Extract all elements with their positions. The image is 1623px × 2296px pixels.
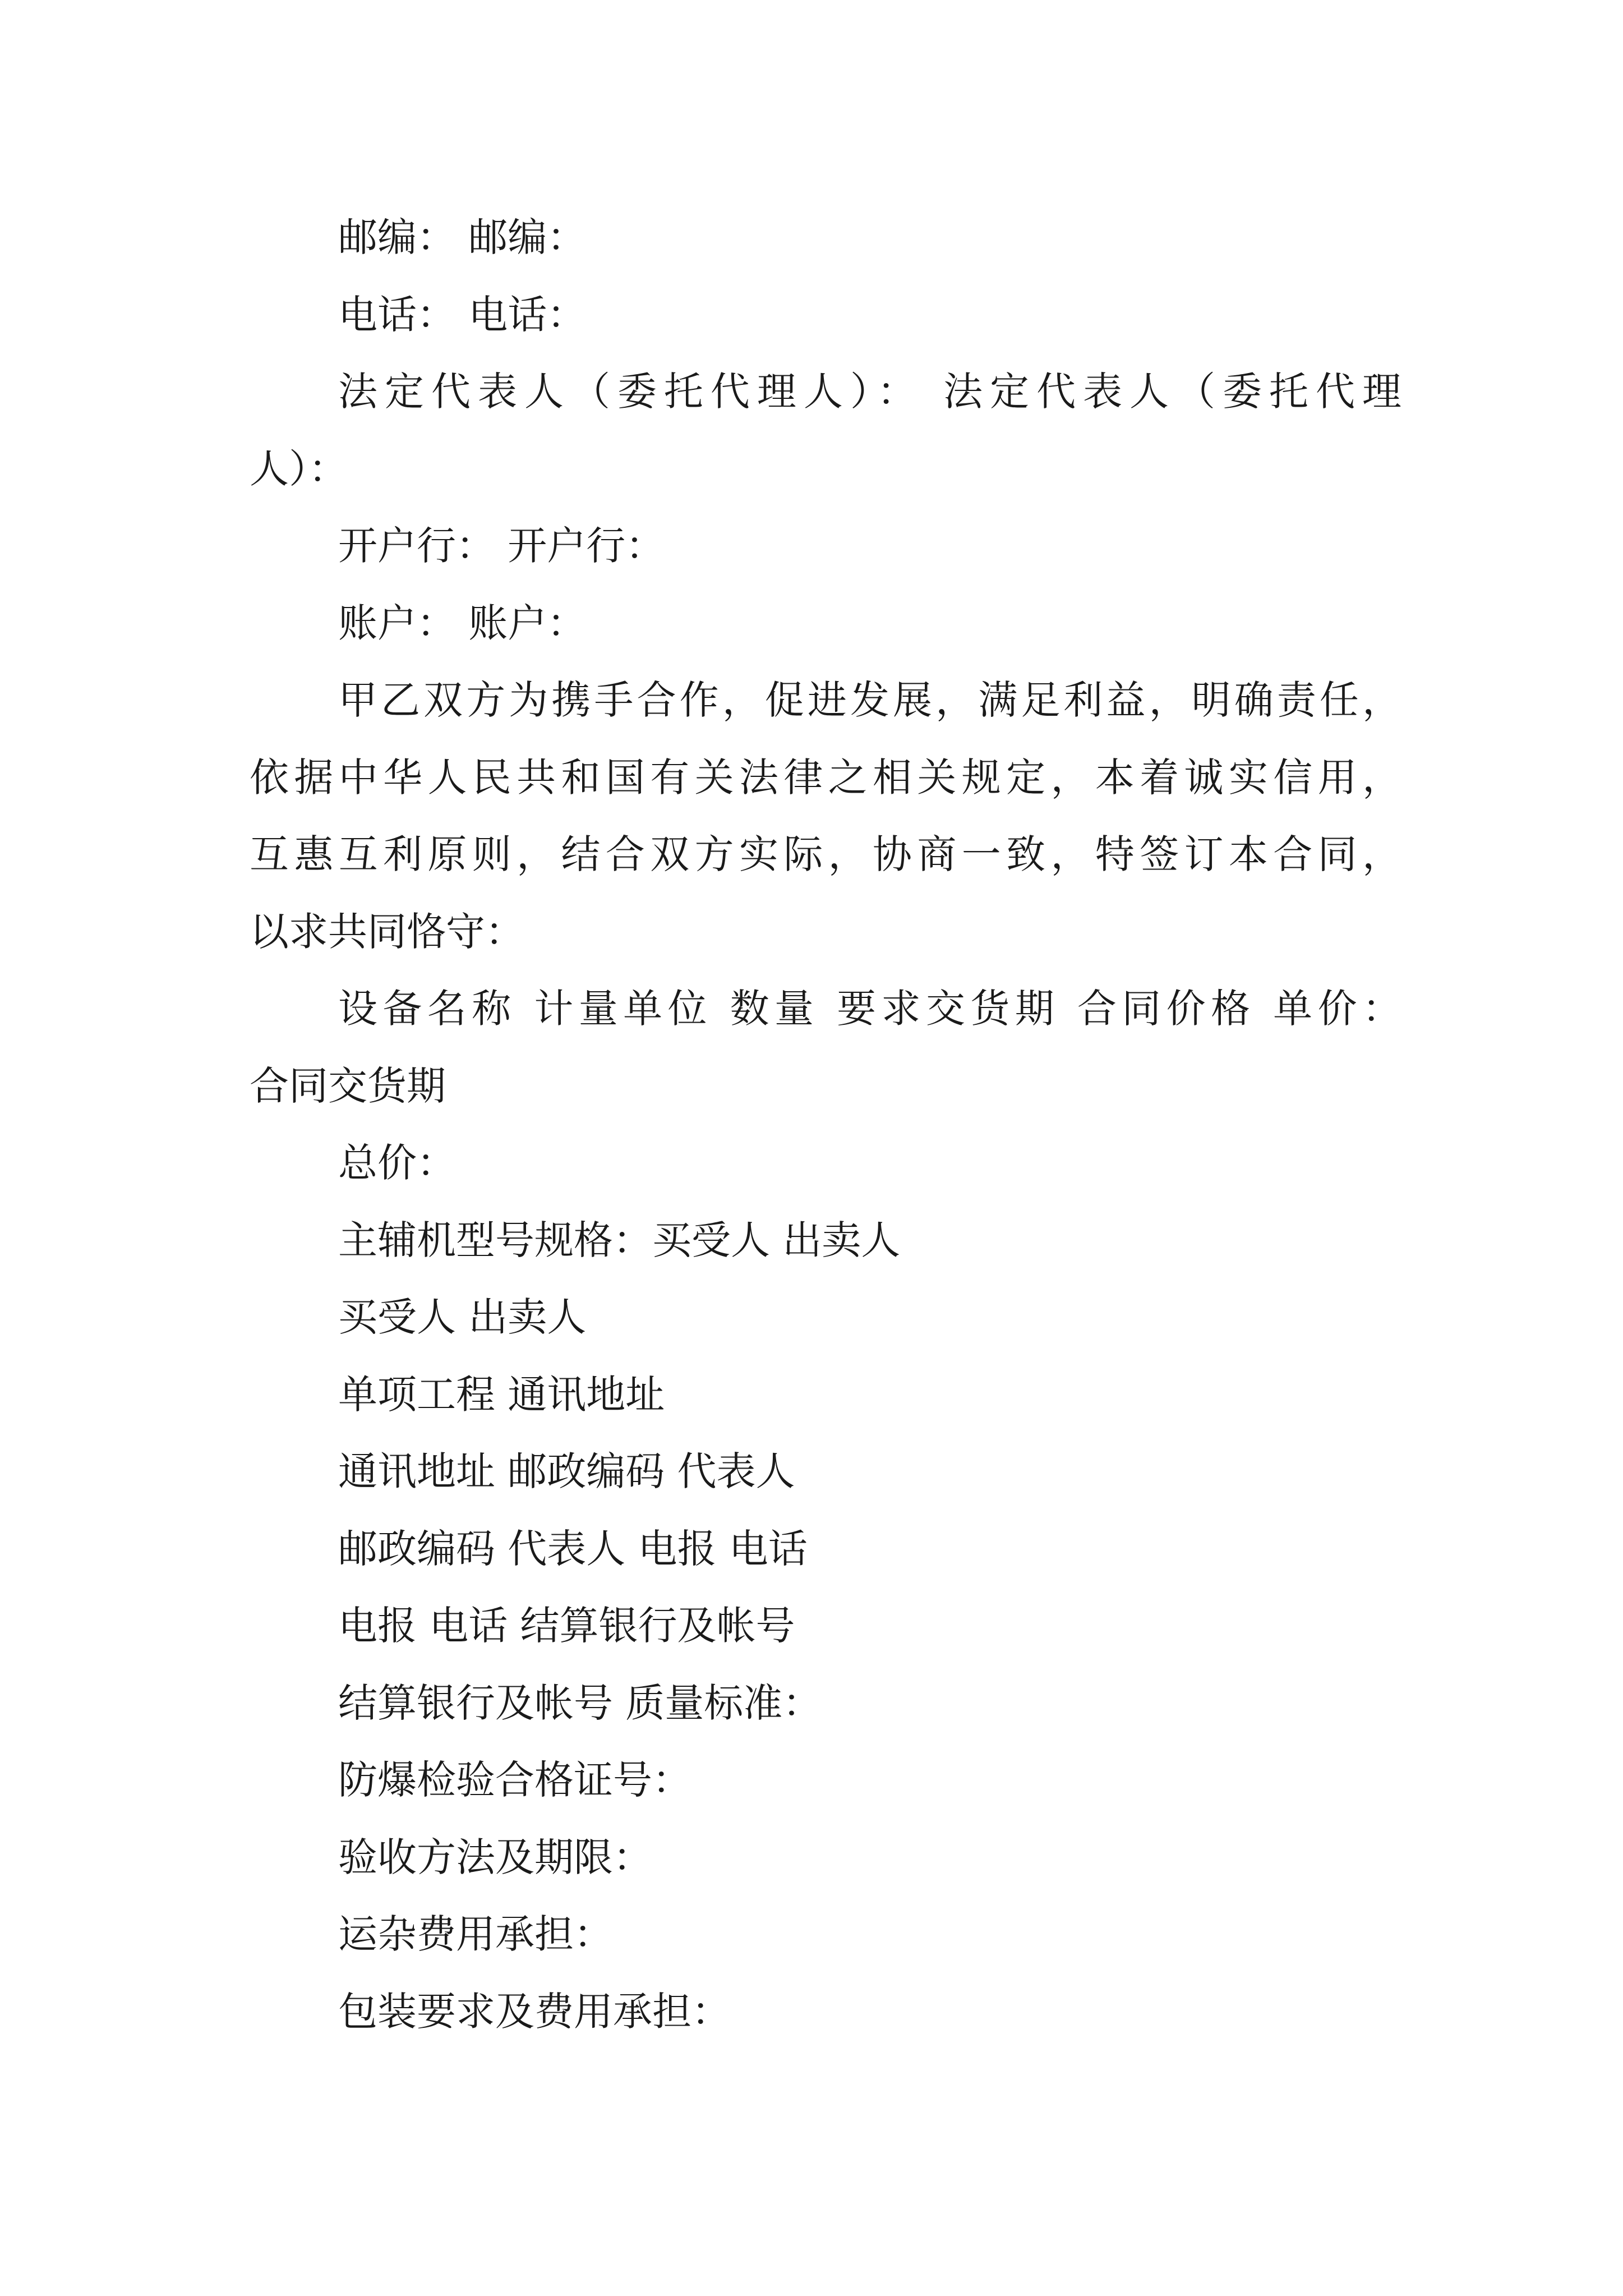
text-line-freight: 运杂费用承担：: [338, 1911, 613, 1957]
text-line-telegram: 电报 电话 结算银行及帐号: [338, 1603, 795, 1649]
text-line-legal-rep-cont: 人）：: [250, 445, 348, 492]
text-line-settlement: 结算银行及帐号 质量标准：: [338, 1680, 822, 1726]
text-line-zip-rep: 邮政编码 代表人 电报 电话: [338, 1525, 808, 1572]
text-line-intro-1: 甲乙双方为携手合作，促进发展，满足利益，明确责任，: [338, 677, 1405, 723]
text-line-intro-2: 依据中华人民共和国有关法律之相关规定，本着诚实信用，: [250, 754, 1405, 800]
text-line-legal-rep: 法定代表人（委托代理人）： 法定代表人（委托代理: [338, 369, 1405, 415]
text-line-intro-4: 以求共同恪守：: [250, 908, 524, 955]
text-line-bank: 开户行： 开户行：: [338, 523, 665, 569]
text-line-equipment: 设备名称 计量单位 数量 要求交货期 合同价格 单价：: [338, 986, 1405, 1032]
text-line-parties: 买受人 出卖人: [338, 1294, 587, 1340]
text-line-intro-3: 互惠互利原则，结合双方实际，协商一致，特签订本合同，: [250, 831, 1405, 877]
text-line-explosion-proof: 防爆检验合格证号：: [338, 1757, 691, 1803]
text-line-address: 通讯地址 邮政编码 代表人: [338, 1448, 795, 1494]
text-line-acceptance: 验收方法及期限：: [338, 1834, 652, 1880]
text-line-packaging: 包装要求及费用承担：: [338, 1988, 731, 2035]
text-line-delivery: 合同交货期: [250, 1062, 446, 1109]
text-line-total: 总价：: [338, 1140, 456, 1186]
text-line-account: 账户： 账户：: [338, 600, 587, 646]
text-line-project: 单项工程 通讯地址: [338, 1371, 665, 1418]
text-line-phone: 电话： 电话：: [338, 291, 587, 338]
text-line-model: 主辅机型号规格：买受人 出卖人: [338, 1217, 901, 1263]
text-line-postcode: 邮编： 邮编：: [338, 214, 587, 260]
contract-body: [250, 199, 1405, 2050]
